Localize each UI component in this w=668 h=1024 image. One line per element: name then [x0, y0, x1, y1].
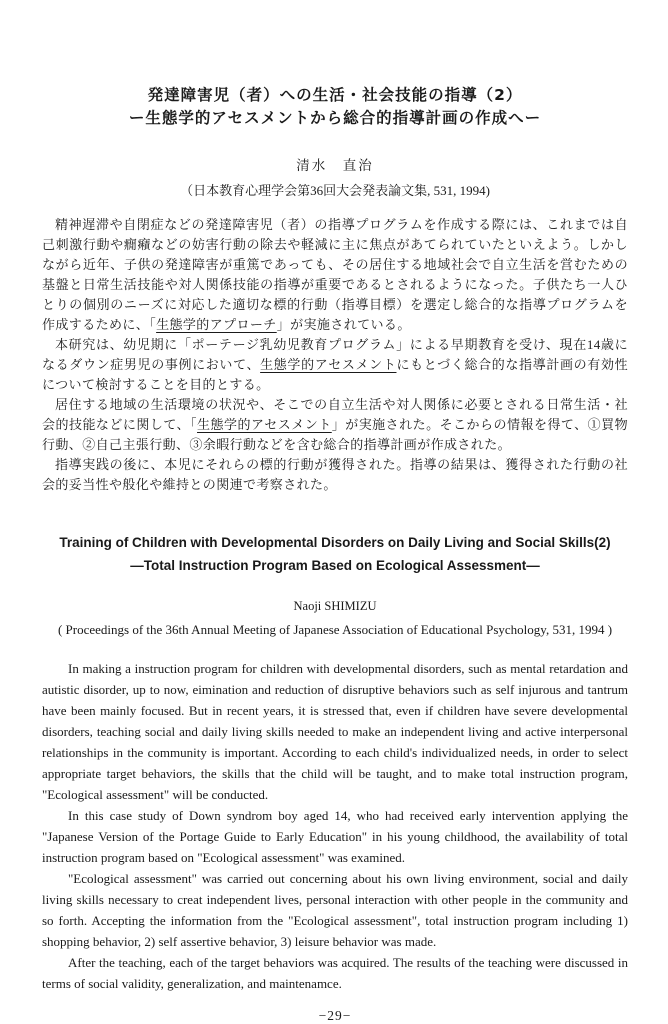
- text-segment: 精神遅滞や自閉症などの発達障害児（者）の指導プログラムを作成する際には、これまでは自己刺激行動や癇癪などの妨害行動の除去や軽減に主に焦点があてられていたといえよう。しかしながら近年、子供の発達障害が重篤であっても、その居住する地域社会で自立生活を営むための基盤と日常生活技能や対人関係技能の指導が重要であるとされるようになった。子供たち一人ひとりの個別のニーズに対応した適切な標的行動（指導目標）を選定し総合的な指導プログラムを作成するために、「: [42, 217, 628, 332]
- underlined-term: 生態学的アセスメント: [260, 357, 397, 372]
- en-paragraph: "Ecological assessment" was carried out concerning about his own living environment, social and daily living skills necessary to creat independent lives, personal interaction with other people in the community and so forth. Accepting the information from the "Ecological assessment", total instruction program including 1) shopping behavior, 2) self assertive behavior, 3) leisure behavior was made.: [42, 871, 628, 949]
- en-paragraph: After the teaching, each of the target behaviors was acquired. The results of the teaching were discussed in terms of social validity, generalization, and maintenamce.: [42, 955, 628, 991]
- en-subtitle: —Total Instruction Program Based on Ecological Assessment—: [130, 558, 540, 573]
- text-segment: 」が実施されている。: [276, 317, 411, 332]
- en-title-block: [42, 531, 628, 577]
- jp-source: （日本教育心理学会第36回大会発表論文集, 531, 1994): [180, 183, 490, 198]
- underlined-term: 生態学的アセスメント: [197, 417, 332, 432]
- en-title: Training of Children with Developmental Disorders on Daily Living and Social Skills(2): [59, 535, 611, 550]
- jp-title-block: [42, 84, 628, 130]
- jp-abstract: [42, 215, 628, 495]
- text-segment: 指導実践の後に、本児にそれらの標的行動が獲得された。指導の結果は、獲得された行動の社会的妥当性や般化や維持との関連で考察された。: [42, 457, 628, 492]
- document-page: [42, 84, 628, 1024]
- jp-paragraph: [42, 335, 628, 395]
- en-abstract: [42, 658, 628, 994]
- jp-paragraph: [42, 215, 628, 335]
- underlined-term: 生態学的アプローチ: [156, 317, 277, 332]
- jp-title: 発達障害児（者）への生活・社会技能の指導（2）: [147, 86, 523, 104]
- en-paragraph: In this case study of Down syndrom boy aged 14, who had received early intervention applying the "Japanese Version of the Portage Guide to Early Education" in his young childhood, the availability of total instruction program based on "Ecological assessment" was examined.: [42, 808, 628, 865]
- en-section: [42, 531, 628, 994]
- text-segment: 」が実施された。そこからの情報を得て、①買物行動、②自己主張行動、③余暇行動などを含む総合的指導計画が作成された。: [42, 417, 628, 452]
- en-author: Naoji SHIMIZU: [293, 599, 377, 613]
- page-number: −29−: [318, 1008, 352, 1023]
- text-segment: にもとづく総合的な指導計画の有効性について検討することを目的とする。: [42, 357, 629, 392]
- jp-author: 清水 直治: [296, 158, 374, 173]
- en-source: ( Proceedings of the 36th Annual Meeting of Japanese Association of Educational Psychology, 531, 1994 ): [57, 622, 613, 637]
- text-segment: 居住する地域の生活環境の状況や、そこでの自立生活や対人関係に必要とされる日常生活・社会的技能などに関して、「: [42, 397, 628, 432]
- jp-paragraph: [42, 455, 628, 495]
- jp-subtitle: ー生態学的アセスメントから総合的指導計画の作成へー: [128, 109, 542, 127]
- jp-paragraph: [42, 395, 628, 455]
- text-segment: 本研究は、幼児期に「ポーテージ乳幼児教育プログラム」による早期教育を受け、現在14歳になるダウン症男児の事例において、: [42, 337, 628, 372]
- en-paragraph: In making a instruction program for children with developmental disorders, such as mental retardation and autistic disorder, up to now, eimination and reduction of disruptive behaviors such as self injurous and tantrum have been mainly focused. But in recent years, it is stressed that, even if children have severe developmental disorders, teaching social and daily living skills needed to make an independent living and active interpersonal relationships in the community is important. According to each child's individualized needs, in order to select appropriate target behaviors, the skills that the child will be taught, and to make total instruction program, "Ecological assessment" will be conducted.: [42, 661, 628, 802]
